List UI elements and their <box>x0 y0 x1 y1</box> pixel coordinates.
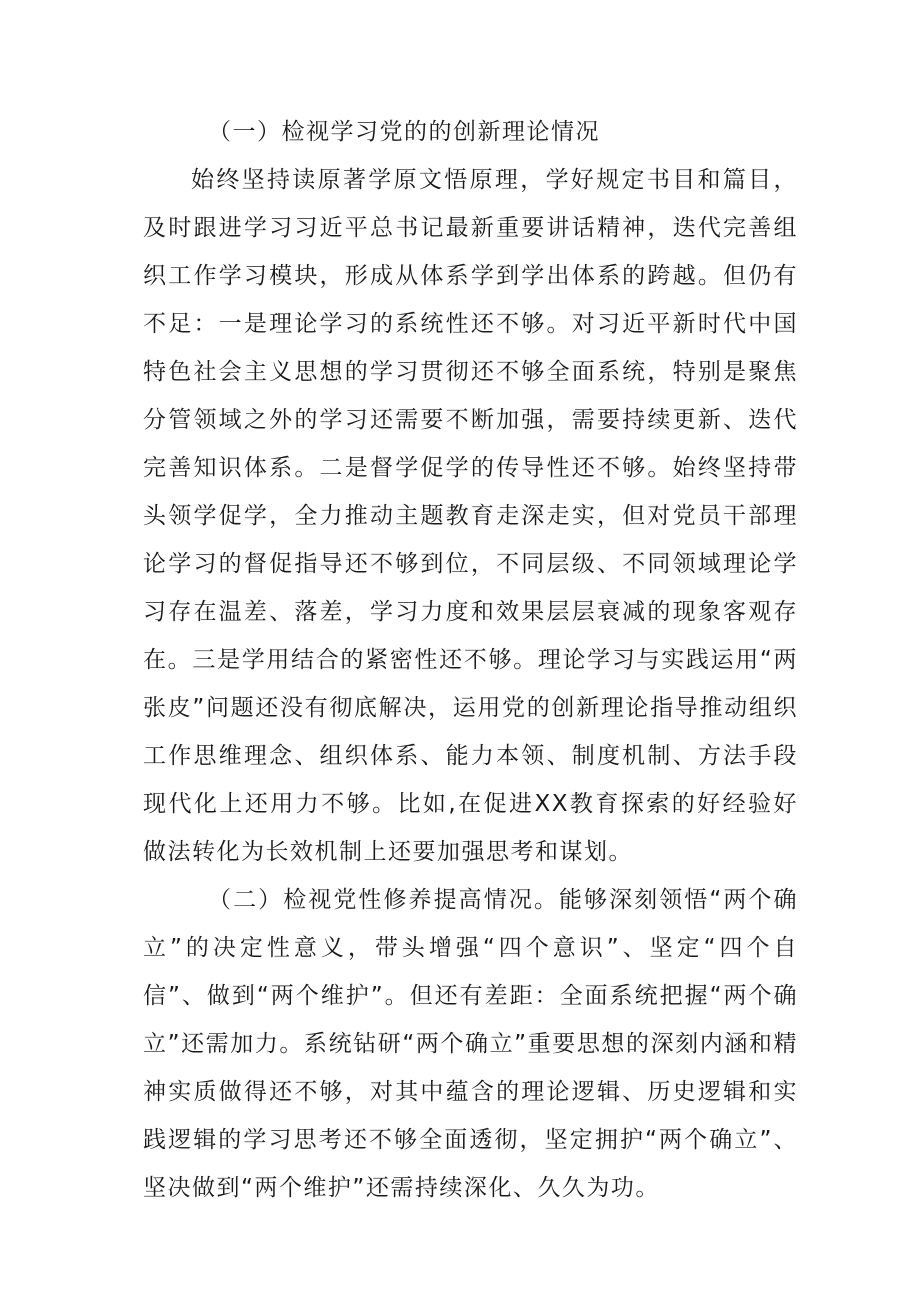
section-2-paragraph: （二）检视党性修养提高情况。能够深刻领悟“两个确立”的决定性意义，带头增强“四个意识”、坚定“四个自信”、做到“两个维护”。但还有差距：全面系统把握“两个确立”还需加力。系统钻研“两个确立”重要思想的深刻内涵和精神实质做得还不够，对其中蕴含的理论逻辑、历史逻辑和实践逻辑的学习思考还不够全面透彻，坚定拥护“两个确立”、坚决做到“两个维护”还需持续深化、久久为功。 <box>143 887 798 1201</box>
section-1-paragraph: 始终坚持读原著学原文悟原理，学好规定书目和篇目，及时跟进学习习近平总书记最新重要讲话精神，迭代完善组织工作学习模块，形成从体系学到学出体系的跨越。但仍有不足：一是理论学习的系统性还不够。对习近平新时代中国特色社会主义思想的学习贯彻还不够全面系统，特别是聚焦分管领域之外的学习还需要不断加强，需要持续更新、迭代完善知识体系。二是督学促学的传导性还不够。始终坚持带头领学促学，全力推动主题教育走深走实，但对党员干部理论学习的督促指导还不够到位，不同层级、不同领域理论学习存在温差、落差，学习力度和效果层层衰减的现象客观存在。三是学用结合的紧密性还不够。理论学习与实践运用“两张皮”问题还没有彻底解决，运用党的创新理论指导推动组织工作思维理念、组织体系、能力本领、制度机制、方法手段现代化上还用力不够。比如,在促进XX教育探索的好经验好做法转化为长效机制上还要加强思考和谋划。 <box>143 167 798 865</box>
section-1-heading: （一）检视学习党的的创新理论情况 <box>208 119 600 145</box>
document-body <box>143 108 798 1212</box>
